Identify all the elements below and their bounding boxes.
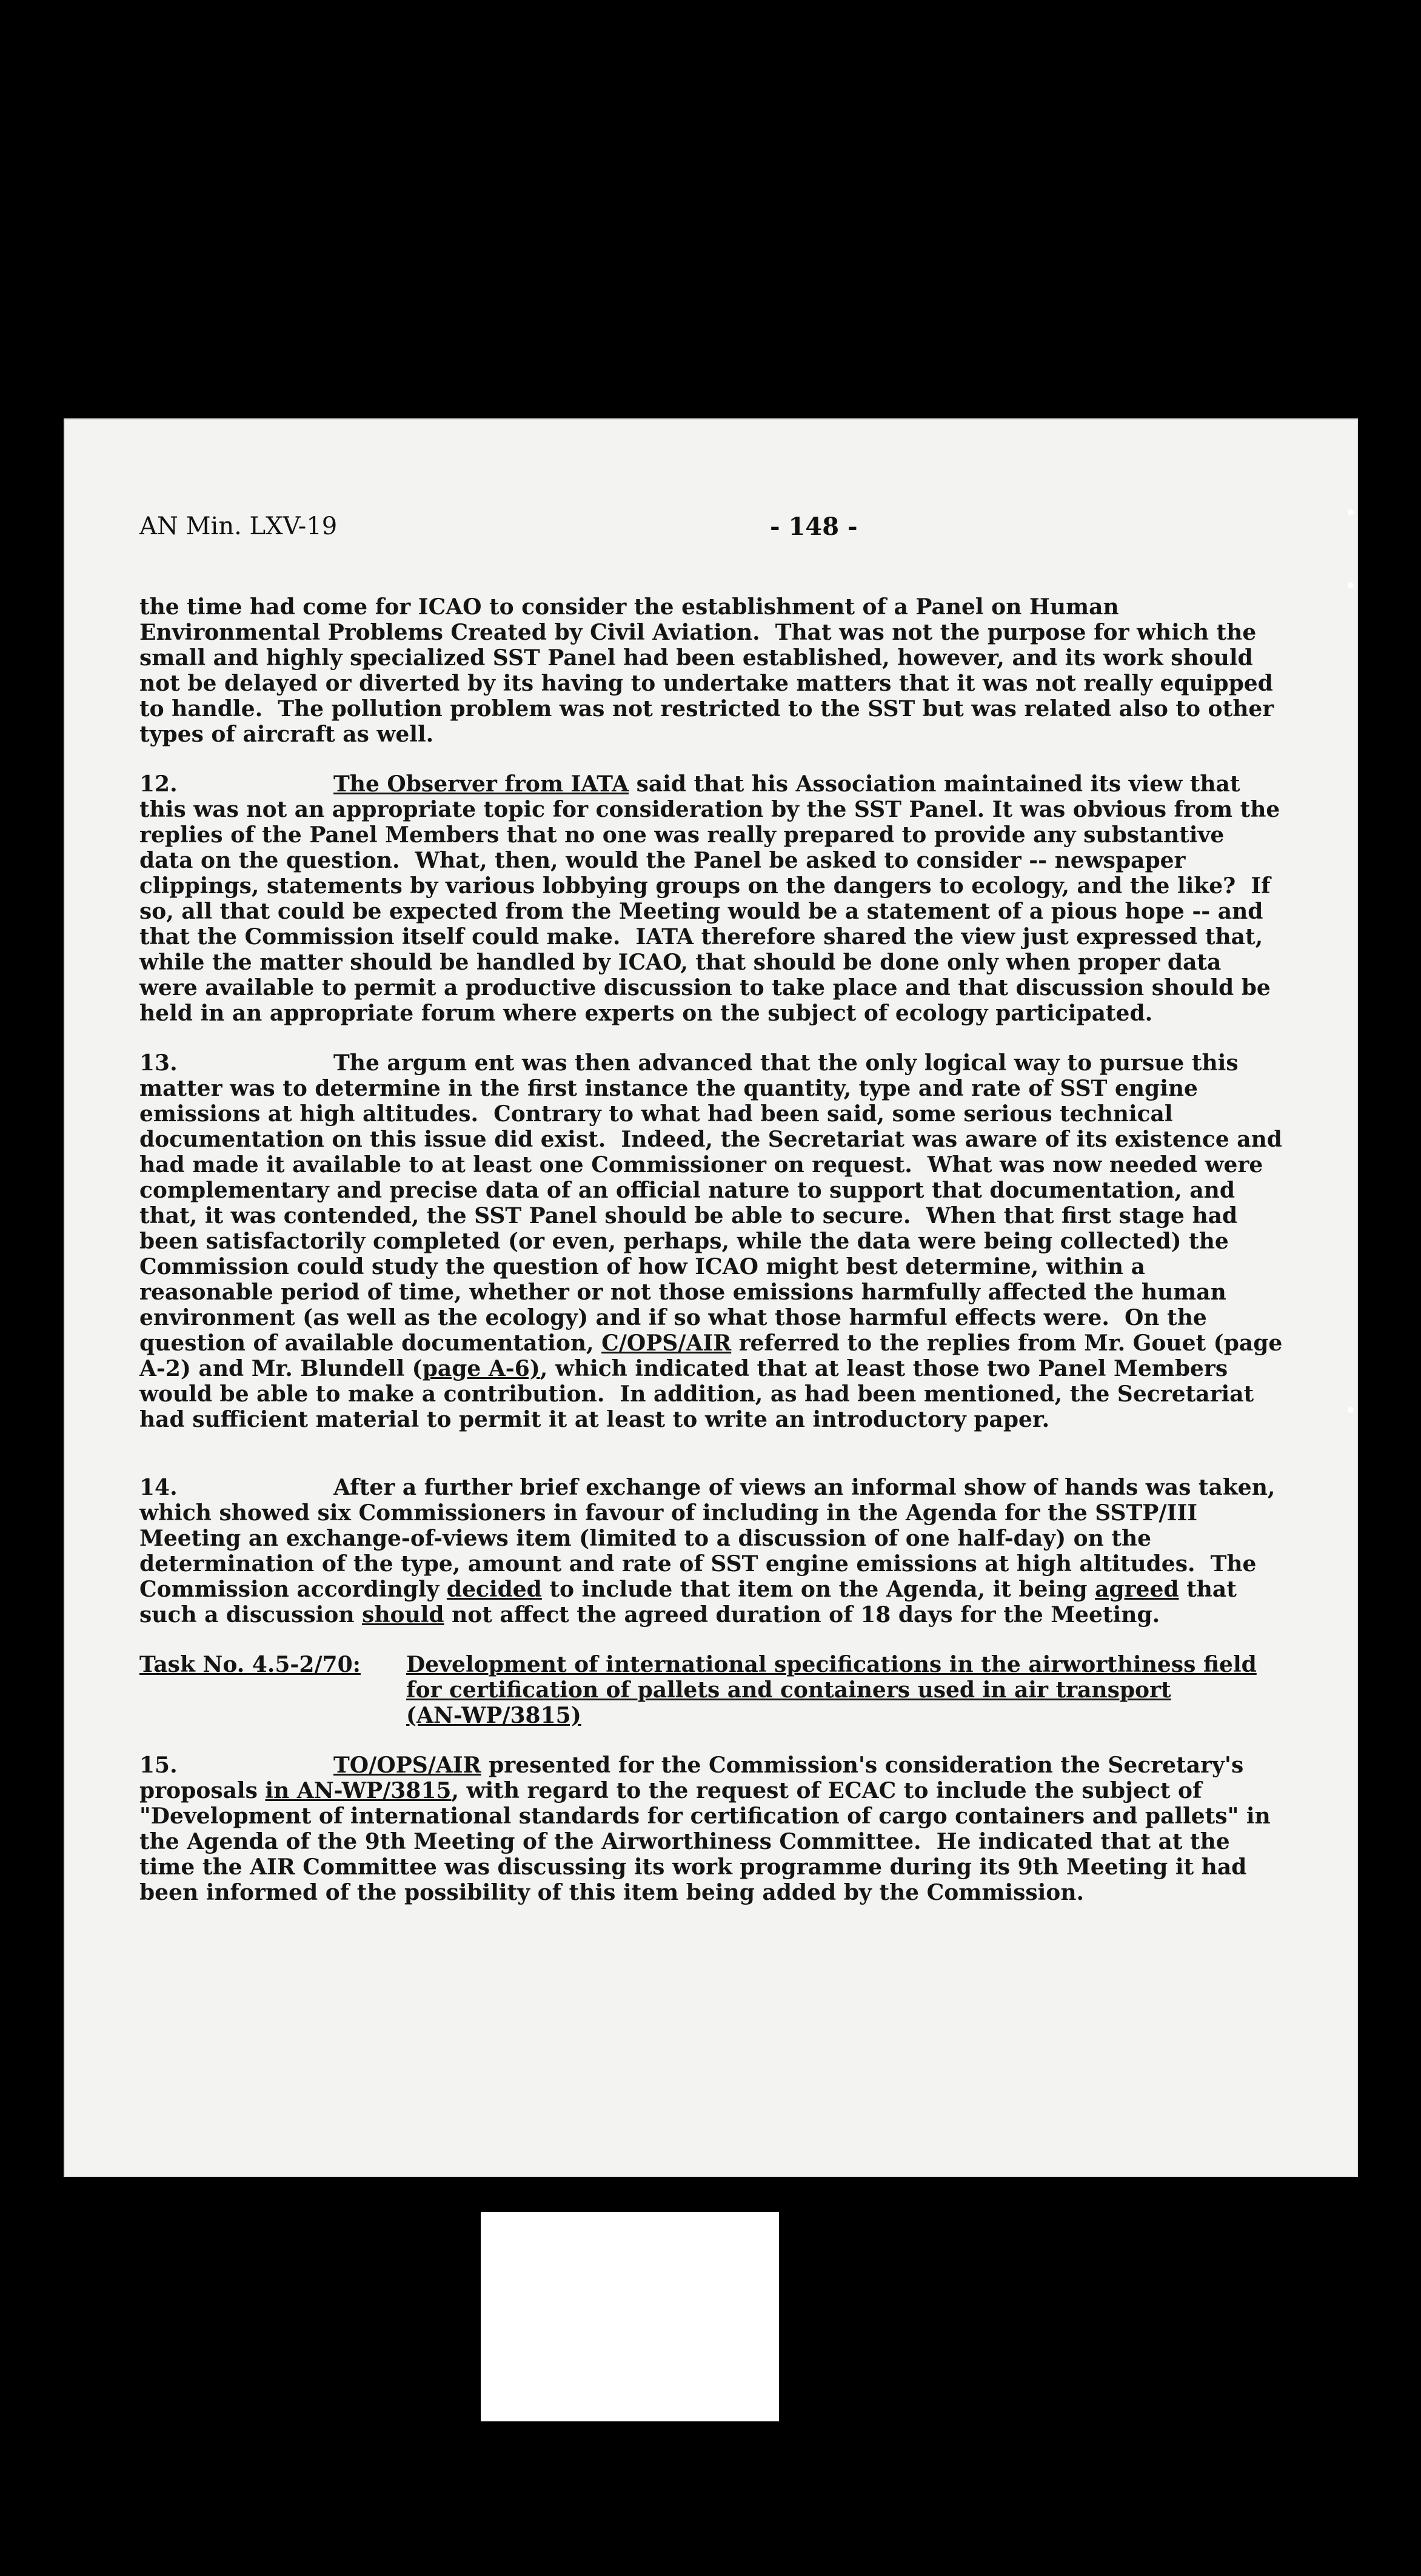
task-title: Development of international specifications in the airworthiness field for certification of pallets and containers used in air transport <box>406 1652 1257 1703</box>
reference-page-a6: page A-6) <box>422 1356 540 1381</box>
reference-an-wp-3815: in AN-WP/3815 <box>265 1778 452 1803</box>
paragraph-text: that such a discussion <box>139 1577 1245 1628</box>
document-reference: AN Min. LXV-19 <box>139 512 338 540</box>
paragraph-text: said that his Association maintained its view that this was not an appropriate topic for consideration by the SST Panel. It was obvious from the replies of the Panel Members that no one was really prepared to provide any substantive data on the question. What, then, would the Panel be asked to consider -- newspaper clippings, statements by various lobbying groups on the dangers to ecology, and the like? If so, all that could be expected from the Meeting would be a statement of a pious hope -- and that the Commission itself could make. IATA therefore shared the view just expressed that, while the matter should be handled by ICAO, that should be done only when proper data were available to permit a productive discussion to take place and that discussion should be held in an appropriate forum where experts on the subject of ecology participated. <box>139 771 1288 1026</box>
decision-word: decided <box>446 1577 542 1602</box>
speaker-iata-observer: The Observer from IATA <box>333 771 629 797</box>
paragraph-text: , with regard to the request of ECAC to include the subject of "Development of international standards for certification of cargo containers and pallets" in the Agenda of the 9th Meeting of the Airworthiness Committee. He indicated that at the time the AIR Committee was discussing its work programme during its 9th Meeting it had been informed of the possibility of this item being added by the Commission. <box>139 1778 1279 1905</box>
paragraph-text: to include that item on the Agenda, it being <box>541 1577 1095 1602</box>
paragraph-text: not affect the agreed duration of 18 days for the Meeting. <box>444 1602 1160 1628</box>
edge-mark <box>1348 582 1354 588</box>
agreement-word: agreed <box>1095 1577 1179 1602</box>
paragraph-text: After a further brief exchange of views an informal show of hands was taken, which showed six Commissioners in favour of including in the Agenda for the SSTP/III Meeting an exchange-of-views item (limited to a discussion of one half-day) on the determination of the type, amount and rate of SST engine emissions at high altitudes. The Commission accordingly <box>139 1475 1283 1602</box>
task-heading <box>139 1652 1285 1728</box>
edge-mark <box>1348 1407 1354 1413</box>
paragraph-12 <box>139 771 1288 1026</box>
paragraph-14 <box>139 1475 1285 1628</box>
paragraph-number: 14. <box>139 1475 178 1500</box>
task-working-paper-ref: (AN-WP/3815) <box>406 1703 581 1728</box>
continuation-paragraph: the time had come for ICAO to consider the establishment of a Panel on Human Environmental Problems Created by Civil Aviation. That was not the purpose for which the small and highly specialized SST Panel had been established, however, and its work should not be delayed or diverted by its having to undertake matters that it was not really equipped to handle. The pollution problem was not restricted to the SST but was related also to other types of aircraft as well. <box>139 594 1282 747</box>
task-number: Task No. 4.5-2/70: <box>139 1652 361 1677</box>
paragraph-text: presented for the Commission's consideration the Secretary's proposals <box>139 1753 1251 1803</box>
document-page <box>64 418 1358 2177</box>
should-word: should <box>362 1602 444 1628</box>
minutes-body <box>139 594 1290 1930</box>
paragraph-text: , which indicated that at least those two Panel Members would be able to make a contribution. In addition, as had been mentioned, the Secretariat had sufficient material to permit it at least to write an introductory paper. <box>139 1356 1262 1432</box>
paragraph-number: 15. <box>139 1753 178 1778</box>
blank-label-area <box>481 2212 779 2421</box>
speaker-to-ops-air: TO/OPS/AIR <box>333 1753 481 1778</box>
paragraph-13 <box>139 1050 1290 1432</box>
paragraph-number: 12. <box>139 771 178 797</box>
edge-mark <box>1348 509 1354 515</box>
paragraph-text: The argum ent was then advanced that the only logical way to pursue this matter was to determine in the first instance the quantity, type and rate of SST engine emissions at high altitudes. Contrary to what had been said, some serious technical documentation on this issue did exist. Indeed, the Secretariat was aware of its existence and had made it available to at least one Commissioner on request. What was now needed were complementary and precise data of an official nature to support that documentation, and that, it was contended, the SST Panel should be able to secure. When that first stage had been satisfactorily completed (or even, perhaps, while the data were being collected) the Commission could study the question of how ICAO might best determine, within a reasonable period of time, whether or not those emissions harmfully affected the human environment (as well as the ecology) and if so what those harmful effects were. On the question of available documentation, <box>139 1050 1290 1356</box>
paragraph-number: 13. <box>139 1050 178 1076</box>
paragraph-15 <box>139 1753 1285 1905</box>
task-title-block <box>406 1652 1285 1728</box>
page-number: - 148 - <box>770 512 858 541</box>
reference-cops-air: C/OPS/AIR <box>601 1330 732 1356</box>
paragraph-text: referred to the replies from Mr. Gouet (page A-2) and Mr. Blundell ( <box>139 1330 1290 1381</box>
